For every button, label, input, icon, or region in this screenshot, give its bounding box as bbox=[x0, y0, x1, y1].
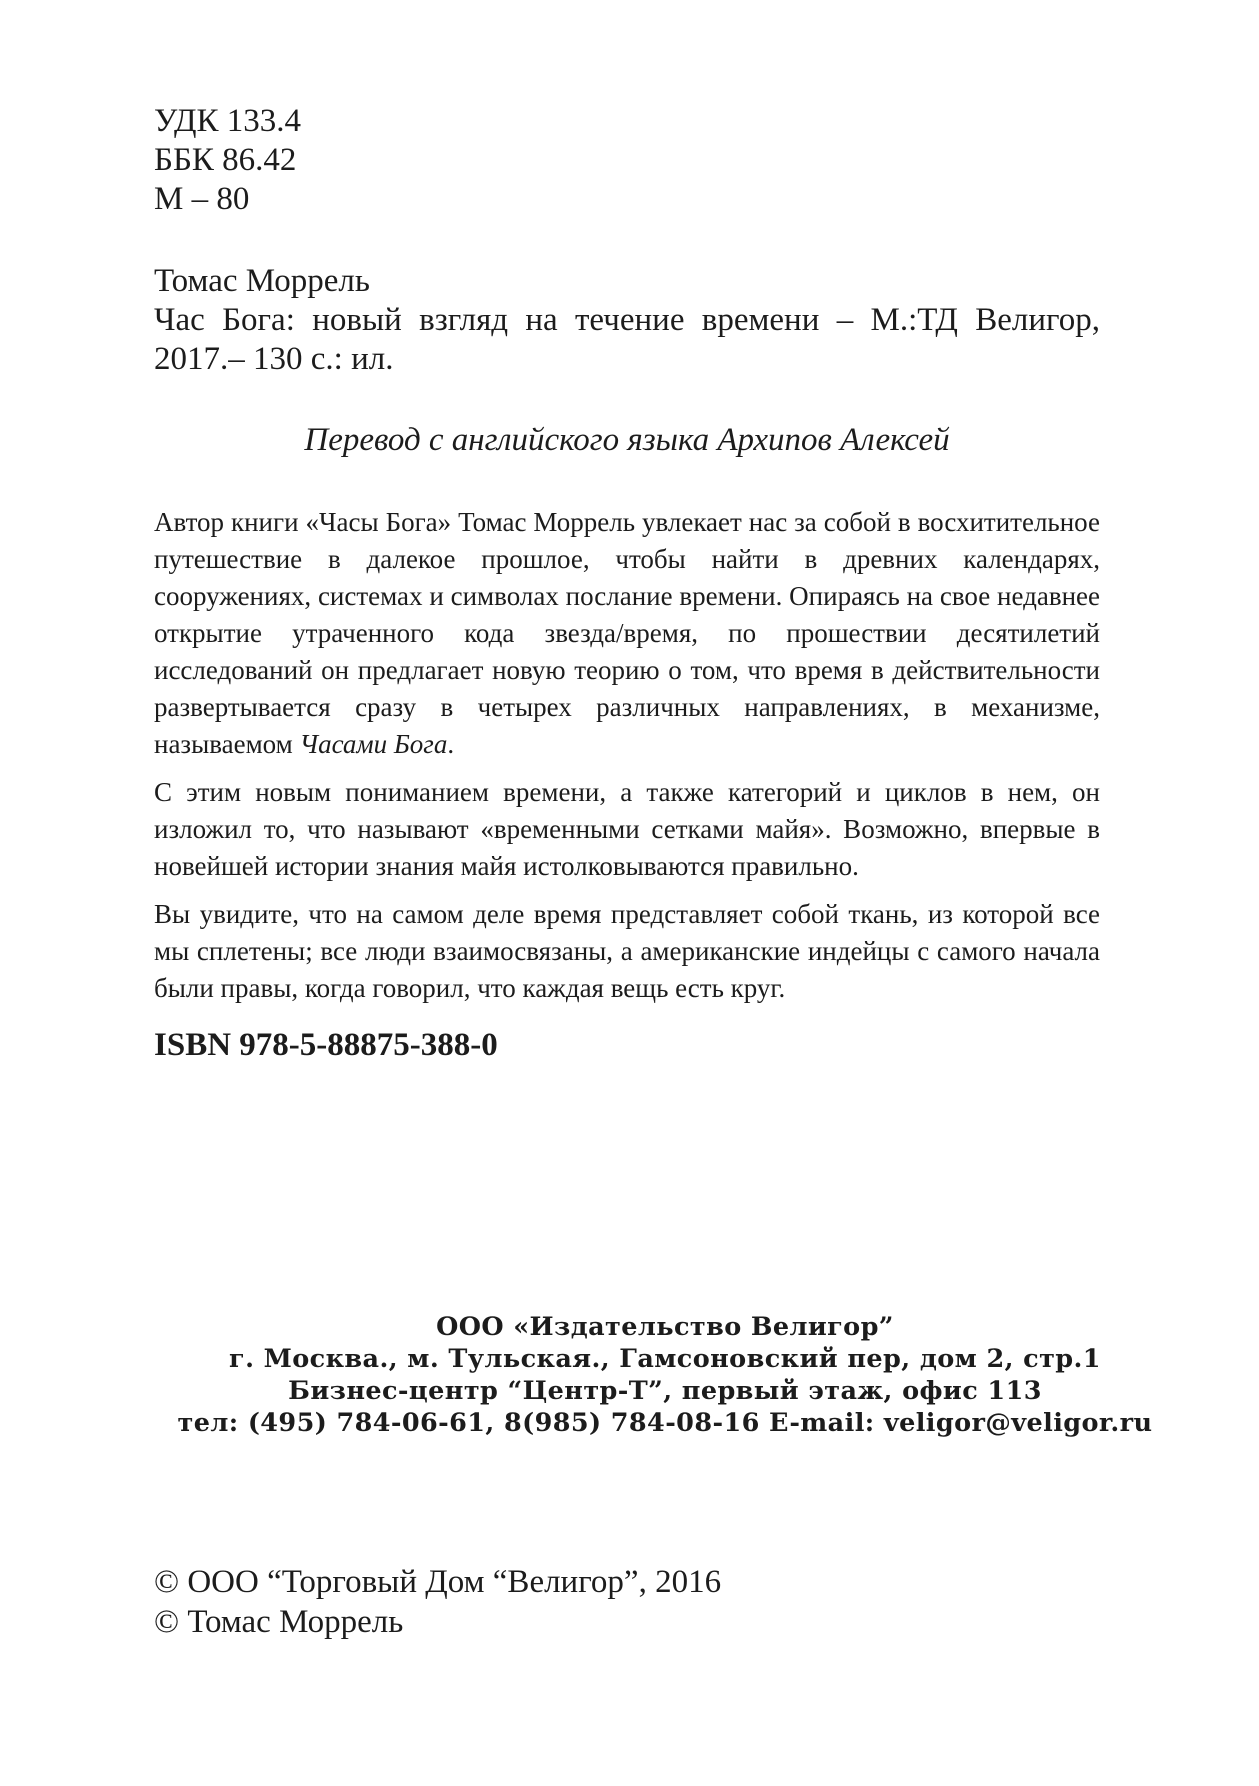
copyright-publisher: © ООО “Торговый Дом “Велигор”, 2016 bbox=[154, 1564, 722, 1600]
classification-codes bbox=[154, 102, 1100, 219]
book-title-line: Час Бога: новый взгляд на течение времени – М.:ТД Велигор, bbox=[154, 302, 1100, 338]
annotation-paragraph-3: Вы увидите, что на самом деле время представляет собой ткань, из которой все мы сплетены; все люди взаимосвязаны, а американские индейцы с самого начала были правы, когда говорил, что каждая вещь есть круг. bbox=[154, 899, 1100, 1003]
publisher-address: г. Москва., м. Тульская., Гамсоновский пер, дом 2, стр.1 bbox=[229, 1344, 1101, 1374]
annotation-paragraph-1 bbox=[154, 504, 1100, 763]
author-name: Томас Моррель bbox=[154, 263, 370, 299]
annotation-p1-end: . bbox=[447, 729, 455, 759]
copyright-author: © Томас Моррель bbox=[154, 1604, 404, 1640]
publisher-name: ООО «Издательство Велигор” bbox=[436, 1312, 894, 1342]
publisher-contacts: тел: (495) 784-06-61, 8(985) 784-08-16 E-mail: veligor@veligor.ru bbox=[177, 1408, 1153, 1438]
publisher-office: Бизнес-центр “Центр-Т”, первый этаж, офис 113 bbox=[288, 1376, 1042, 1406]
translation-note: Перевод с английского языка Архипов Алексей bbox=[304, 422, 950, 458]
annotation-p1-text: Автор книги «Часы Бога» Томас Моррель увлекает нас за собой в восхитительное путешествие в далекое прошлое, чтобы найти в древних календарях, сооружениях, системах и символах послание времени. Опираясь на свое недавнее открытие утраченного кода звезда/время, по прошествии десятилетий исследований он предлагает новую теорию о том, что время в действительности развертывается сразу в четырех различных направлениях, в механизме, называемом bbox=[154, 507, 1100, 759]
copyright bbox=[154, 1562, 1100, 1642]
bbk-code: ББК 86.42 bbox=[154, 142, 297, 178]
annotation-p1-italic: Часами Бога bbox=[299, 729, 448, 759]
udk-code: УДК 133.4 bbox=[154, 103, 302, 139]
annotation bbox=[154, 504, 1100, 1018]
author-mark: М – 80 bbox=[154, 181, 250, 217]
annotation-paragraph-2: С этим новым пониманием времени, а также категорий и циклов в нем, он изложил то, что называют «временными сетками майя». Возможно, впервые в новейшей истории знания майя истолковываются правильно. bbox=[154, 777, 1100, 881]
bibliographic-record bbox=[154, 262, 1100, 379]
publisher-info bbox=[100, 1311, 1230, 1439]
year-pages: 2017.– 130 с.: ил. bbox=[154, 341, 394, 377]
isbn: ISBN 978-5-88875-388-0 bbox=[154, 1027, 498, 1063]
